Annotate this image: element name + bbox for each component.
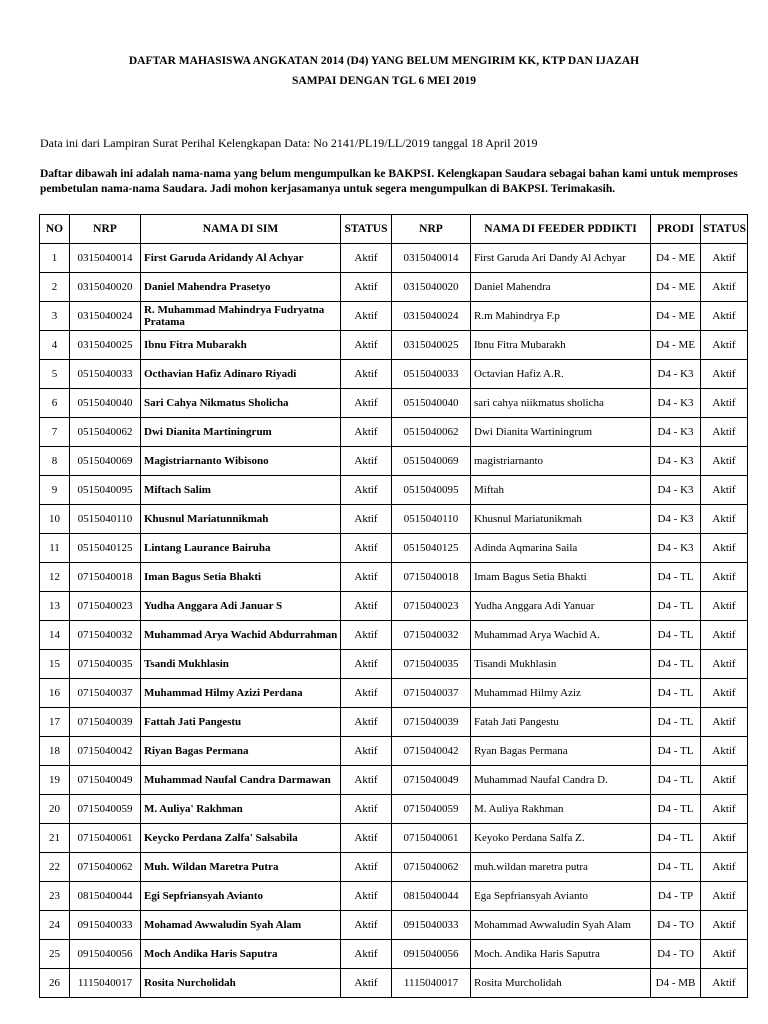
cell-nrp-sim: 0715040049 (70, 766, 141, 795)
header-prodi: PRODI (651, 215, 701, 244)
cell-nama-feeder: R.m Mahindrya F.p (471, 302, 651, 331)
table-row (40, 331, 748, 360)
table-row (40, 534, 748, 563)
cell-status-sim: Aktif (341, 331, 392, 360)
cell-nama-feeder: Yudha Anggara Adi Yanuar (471, 592, 651, 621)
cell-nrp-sim: 0715040023 (70, 592, 141, 621)
cell-status-sim: Aktif (341, 447, 392, 476)
cell-nrp-feeder: 0715040039 (392, 708, 471, 737)
cell-nrp-feeder: 0315040020 (392, 273, 471, 302)
table-row (40, 882, 748, 911)
cell-prodi: D4 - TL (651, 795, 701, 824)
cell-nrp-feeder: 0315040025 (392, 331, 471, 360)
cell-nama-feeder: Fatah Jati Pangestu (471, 708, 651, 737)
cell-prodi: D4 - TL (651, 708, 701, 737)
header-status-feeder: STATUS (701, 215, 748, 244)
cell-prodi: D4 - K3 (651, 505, 701, 534)
cell-status-sim: Aktif (341, 360, 392, 389)
cell-status-sim: Aktif (341, 476, 392, 505)
cell-nrp-sim: 0715040032 (70, 621, 141, 650)
cell-nrp-feeder: 0515040062 (392, 418, 471, 447)
cell-status-sim: Aktif (341, 505, 392, 534)
cell-nama-feeder: Ega Sepfriansyah Avianto (471, 882, 651, 911)
cell-nama-sim: Miftach Salim (141, 476, 341, 505)
table-row (40, 476, 748, 505)
cell-nrp-sim: 0715040062 (70, 853, 141, 882)
cell-nama-sim: Magistriarnanto Wibisono (141, 447, 341, 476)
cell-nama-feeder: sari cahya niikmatus sholicha (471, 389, 651, 418)
cell-prodi: D4 - K3 (651, 360, 701, 389)
cell-nama-sim: Muh. Wildan Maretra Putra (141, 853, 341, 882)
cell-nrp-feeder: 0715040037 (392, 679, 471, 708)
cell-nama-feeder: Khusnul Mariatunikmah (471, 505, 651, 534)
cell-status-feeder: Aktif (701, 940, 748, 969)
cell-status-feeder: Aktif (701, 418, 748, 447)
cell-prodi: D4 - TL (651, 592, 701, 621)
cell-status-sim: Aktif (341, 824, 392, 853)
cell-status-sim: Aktif (341, 534, 392, 563)
cell-nrp-feeder: 0715040059 (392, 795, 471, 824)
table-row (40, 650, 748, 679)
cell-prodi: D4 - TL (651, 737, 701, 766)
cell-status-sim: Aktif (341, 389, 392, 418)
cell-status-sim: Aktif (341, 621, 392, 650)
cell-status-feeder: Aktif (701, 853, 748, 882)
table-body (40, 244, 748, 998)
cell-nrp-feeder: 0515040095 (392, 476, 471, 505)
table-row (40, 563, 748, 592)
table-row (40, 824, 748, 853)
cell-nrp-sim: 0915040033 (70, 911, 141, 940)
cell-status-sim: Aktif (341, 563, 392, 592)
cell-status-sim: Aktif (341, 273, 392, 302)
cell-no: 18 (40, 737, 70, 766)
table-header-row (40, 215, 748, 244)
cell-nrp-sim: 0515040062 (70, 418, 141, 447)
cell-status-feeder: Aktif (701, 911, 748, 940)
cell-no: 5 (40, 360, 70, 389)
cell-nama-sim: Muhammad Hilmy Azizi Perdana (141, 679, 341, 708)
header-status-sim: STATUS (341, 215, 392, 244)
cell-prodi: D4 - K3 (651, 534, 701, 563)
cell-nrp-sim: 0815040044 (70, 882, 141, 911)
cell-nrp-feeder: 0515040110 (392, 505, 471, 534)
cell-no: 15 (40, 650, 70, 679)
cell-prodi: D4 - TO (651, 911, 701, 940)
cell-nrp-sim: 1115040017 (70, 969, 141, 998)
cell-status-feeder: Aktif (701, 882, 748, 911)
cell-nrp-sim: 0715040018 (70, 563, 141, 592)
cell-status-sim: Aktif (341, 679, 392, 708)
cell-prodi: D4 - TL (651, 853, 701, 882)
cell-status-sim: Aktif (341, 418, 392, 447)
cell-status-sim: Aktif (341, 737, 392, 766)
table-row (40, 679, 748, 708)
cell-no: 3 (40, 302, 70, 331)
table-row (40, 273, 748, 302)
header-nrp-sim: NRP (70, 215, 141, 244)
cell-no: 1 (40, 244, 70, 273)
cell-nrp-feeder: 0515040125 (392, 534, 471, 563)
cell-status-sim: Aktif (341, 708, 392, 737)
cell-nrp-sim: 0515040040 (70, 389, 141, 418)
cell-status-sim: Aktif (341, 244, 392, 273)
cell-no: 2 (40, 273, 70, 302)
cell-nama-sim: R. Muhammad Mahindrya Fudryatna Pratama (141, 302, 341, 331)
cell-nama-sim: Dwi Dianita Martiningrum (141, 418, 341, 447)
cell-status-sim: Aktif (341, 592, 392, 621)
cell-prodi: D4 - TL (651, 621, 701, 650)
table-row (40, 447, 748, 476)
cell-nrp-sim: 0515040125 (70, 534, 141, 563)
cell-nrp-sim: 0715040039 (70, 708, 141, 737)
cell-status-feeder: Aktif (701, 592, 748, 621)
cell-nrp-feeder: 0715040042 (392, 737, 471, 766)
document-title-line1: DAFTAR MAHASISWA ANGKATAN 2014 (D4) YANG BELUM MENGIRIM KK, KTP DAN IJAZAH (128, 55, 640, 67)
cell-nrp-feeder: 0315040014 (392, 244, 471, 273)
cell-nama-feeder: Miftah (471, 476, 651, 505)
cell-nrp-feeder: 0715040062 (392, 853, 471, 882)
cell-nrp-feeder: 0915040056 (392, 940, 471, 969)
cell-nama-sim: Rosita Nurcholidah (141, 969, 341, 998)
cell-nama-sim: Iman Bagus Setia Bhakti (141, 563, 341, 592)
cell-prodi: D4 - TL (651, 650, 701, 679)
cell-prodi: D4 - K3 (651, 418, 701, 447)
cell-nrp-feeder: 1115040017 (392, 969, 471, 998)
cell-status-feeder: Aktif (701, 447, 748, 476)
cell-nrp-feeder: 0515040069 (392, 447, 471, 476)
cell-nama-feeder: Rosita Murcholidah (471, 969, 651, 998)
cell-nama-sim: Muhammad Naufal Candra Darmawan (141, 766, 341, 795)
cell-status-feeder: Aktif (701, 476, 748, 505)
table-row (40, 302, 748, 331)
cell-prodi: D4 - TP (651, 882, 701, 911)
cell-nrp-sim: 0315040025 (70, 331, 141, 360)
cell-prodi: D4 - TL (651, 824, 701, 853)
cell-nrp-feeder: 0715040018 (392, 563, 471, 592)
cell-prodi: D4 - ME (651, 331, 701, 360)
cell-status-feeder: Aktif (701, 563, 748, 592)
cell-no: 20 (40, 795, 70, 824)
cell-prodi: D4 - TL (651, 766, 701, 795)
cell-nama-feeder: muh.wildan maretra putra (471, 853, 651, 882)
cell-no: 22 (40, 853, 70, 882)
cell-nama-sim: Sari Cahya Nikmatus Sholicha (141, 389, 341, 418)
cell-nama-sim: Riyan Bagas Permana (141, 737, 341, 766)
cell-no: 14 (40, 621, 70, 650)
cell-status-sim: Aktif (341, 302, 392, 331)
cell-prodi: D4 - ME (651, 302, 701, 331)
cell-prodi: D4 - MB (651, 969, 701, 998)
cell-nrp-feeder: 0715040049 (392, 766, 471, 795)
cell-status-feeder: Aktif (701, 331, 748, 360)
cell-status-feeder: Aktif (701, 302, 748, 331)
cell-nrp-sim: 0715040059 (70, 795, 141, 824)
cell-nrp-feeder: 0315040024 (392, 302, 471, 331)
cell-nama-feeder: Moch. Andika Haris Saputra (471, 940, 651, 969)
cell-nama-feeder: Imam Bagus Setia Bhakti (471, 563, 651, 592)
cell-nama-feeder: magistriarnanto (471, 447, 651, 476)
cell-prodi: D4 - ME (651, 273, 701, 302)
cell-nrp-feeder: 0715040023 (392, 592, 471, 621)
cell-nrp-feeder: 0515040040 (392, 389, 471, 418)
cell-status-feeder: Aktif (701, 737, 748, 766)
table-row (40, 940, 748, 969)
cell-nama-feeder: Keyoko Perdana Salfa Z. (471, 824, 651, 853)
cell-nama-feeder: Daniel Mahendra (471, 273, 651, 302)
header-no: NO (40, 215, 70, 244)
cell-status-sim: Aktif (341, 766, 392, 795)
table-row (40, 737, 748, 766)
cell-prodi: D4 - TL (651, 563, 701, 592)
cell-status-sim: Aktif (341, 911, 392, 940)
cell-no: 16 (40, 679, 70, 708)
cell-status-feeder: Aktif (701, 621, 748, 650)
cell-no: 6 (40, 389, 70, 418)
cell-status-feeder: Aktif (701, 505, 748, 534)
cell-status-sim: Aktif (341, 969, 392, 998)
cell-nrp-sim: 0515040033 (70, 360, 141, 389)
cell-no: 24 (40, 911, 70, 940)
header-nama-sim: NAMA DI SIM (141, 215, 341, 244)
cell-no: 12 (40, 563, 70, 592)
cell-status-feeder: Aktif (701, 273, 748, 302)
cell-nrp-sim: 0715040042 (70, 737, 141, 766)
table-row (40, 969, 748, 998)
table-row (40, 853, 748, 882)
cell-nama-sim: Keycko Perdana Zalfa' Salsabila (141, 824, 341, 853)
cell-nrp-sim: 0315040020 (70, 273, 141, 302)
cell-nama-sim: Yudha Anggara Adi Januar S (141, 592, 341, 621)
cell-nrp-sim: 0515040110 (70, 505, 141, 534)
cell-no: 8 (40, 447, 70, 476)
table-row (40, 911, 748, 940)
cell-no: 26 (40, 969, 70, 998)
cell-nrp-sim: 0315040014 (70, 244, 141, 273)
info-text: Data ini dari Lampiran Surat Perihal Kelengkapan Data: No 2141/PL19/LL/2019 tanggal 18 April 2019 (40, 136, 538, 150)
cell-status-feeder: Aktif (701, 766, 748, 795)
table-row (40, 766, 748, 795)
table-row (40, 505, 748, 534)
header-nrp-feeder: NRP (392, 215, 471, 244)
cell-nama-sim: Khusnul Mariatunnikmah (141, 505, 341, 534)
cell-nrp-feeder: 0515040033 (392, 360, 471, 389)
cell-nrp-sim: 0515040095 (70, 476, 141, 505)
cell-status-sim: Aktif (341, 853, 392, 882)
table-row (40, 389, 748, 418)
document-title-line2: SAMPAI DENGAN TGL 6 MEI 2019 (292, 75, 476, 87)
cell-nama-sim: Fattah Jati Pangestu (141, 708, 341, 737)
cell-nrp-feeder: 0715040035 (392, 650, 471, 679)
cell-nama-feeder: Dwi Dianita Wartiningrum (471, 418, 651, 447)
cell-status-sim: Aktif (341, 940, 392, 969)
cell-nama-feeder: Muhammad Arya Wachid A. (471, 621, 651, 650)
cell-prodi: D4 - K3 (651, 447, 701, 476)
cell-nrp-feeder: 0815040044 (392, 882, 471, 911)
cell-no: 10 (40, 505, 70, 534)
cell-nama-sim: M. Auliya' Rakhman (141, 795, 341, 824)
cell-no: 13 (40, 592, 70, 621)
cell-status-feeder: Aktif (701, 534, 748, 563)
cell-status-feeder: Aktif (701, 824, 748, 853)
cell-nrp-feeder: 0715040061 (392, 824, 471, 853)
cell-nama-sim: Egi Sepfriansyah Avianto (141, 882, 341, 911)
cell-nama-feeder: Ryan Bagas Permana (471, 737, 651, 766)
cell-no: 19 (40, 766, 70, 795)
cell-nama-sim: Mohamad Awwaludin Syah Alam (141, 911, 341, 940)
cell-nama-feeder: Octavian Hafiz A.R. (471, 360, 651, 389)
cell-status-feeder: Aktif (701, 244, 748, 273)
cell-prodi: D4 - TO (651, 940, 701, 969)
cell-nama-feeder: Muhammad Naufal Candra D. (471, 766, 651, 795)
cell-no: 25 (40, 940, 70, 969)
cell-nrp-feeder: 0915040033 (392, 911, 471, 940)
cell-nrp-sim: 0715040037 (70, 679, 141, 708)
cell-status-feeder: Aktif (701, 679, 748, 708)
cell-nama-feeder: Muhammad Hilmy Aziz (471, 679, 651, 708)
cell-nama-feeder: Mohammad Awwaludin Syah Alam (471, 911, 651, 940)
cell-prodi: D4 - ME (651, 244, 701, 273)
table-row (40, 621, 748, 650)
cell-no: 17 (40, 708, 70, 737)
cell-nrp-sim: 0315040024 (70, 302, 141, 331)
cell-nama-feeder: First Garuda Ari Dandy Al Achyar (471, 244, 651, 273)
cell-nama-sim: Octhavian Hafiz Adinaro Riyadi (141, 360, 341, 389)
cell-status-feeder: Aktif (701, 650, 748, 679)
cell-no: 21 (40, 824, 70, 853)
note-text: Daftar dibawah ini adalah nama-nama yang belum mengumpulkan ke BAKPSI. Kelengkapan Saudara sebagai bahan kami untuk memproses pembetulan nama-nama Saudara. Jadi mohon kerjasamanya untuk segera mengumpulkan di BAKPSI. Terimakasih. (40, 168, 738, 195)
cell-nama-sim: Moch Andika Haris Saputra (141, 940, 341, 969)
cell-no: 9 (40, 476, 70, 505)
cell-status-feeder: Aktif (701, 969, 748, 998)
cell-prodi: D4 - K3 (651, 389, 701, 418)
cell-nama-sim: Daniel Mahendra Prasetyo (141, 273, 341, 302)
cell-nama-sim: Ibnu Fitra Mubarakh (141, 331, 341, 360)
table-row (40, 708, 748, 737)
table-row (40, 418, 748, 447)
cell-status-feeder: Aktif (701, 708, 748, 737)
cell-nrp-sim: 0715040035 (70, 650, 141, 679)
cell-nama-sim: Tsandi Mukhlasin (141, 650, 341, 679)
cell-nrp-feeder: 0715040032 (392, 621, 471, 650)
cell-status-sim: Aktif (341, 882, 392, 911)
cell-prodi: D4 - TL (651, 679, 701, 708)
cell-status-sim: Aktif (341, 795, 392, 824)
cell-status-feeder: Aktif (701, 389, 748, 418)
cell-nrp-sim: 0915040056 (70, 940, 141, 969)
cell-no: 11 (40, 534, 70, 563)
cell-no: 7 (40, 418, 70, 447)
student-table (39, 214, 748, 998)
table-row (40, 592, 748, 621)
header-nama-feeder: NAMA DI FEEDER PDDIKTI (471, 215, 651, 244)
cell-nama-sim: Muhammad Arya Wachid Abdurrahman (141, 621, 341, 650)
table-row (40, 244, 748, 273)
cell-status-feeder: Aktif (701, 795, 748, 824)
cell-nama-feeder: M. Auliya Rakhman (471, 795, 651, 824)
cell-nama-feeder: Adinda Aqmarina Saila (471, 534, 651, 563)
table-row (40, 360, 748, 389)
cell-nrp-sim: 0715040061 (70, 824, 141, 853)
cell-no: 23 (40, 882, 70, 911)
cell-no: 4 (40, 331, 70, 360)
cell-nama-feeder: Ibnu Fitra Mubarakh (471, 331, 651, 360)
table-row (40, 795, 748, 824)
cell-nama-sim: Lintang Laurance Bairuha (141, 534, 341, 563)
cell-nama-feeder: Tisandi Mukhlasin (471, 650, 651, 679)
cell-status-feeder: Aktif (701, 360, 748, 389)
cell-nrp-sim: 0515040069 (70, 447, 141, 476)
cell-prodi: D4 - K3 (651, 476, 701, 505)
cell-nama-sim: First Garuda Aridandy Al Achyar (141, 244, 341, 273)
cell-status-sim: Aktif (341, 650, 392, 679)
